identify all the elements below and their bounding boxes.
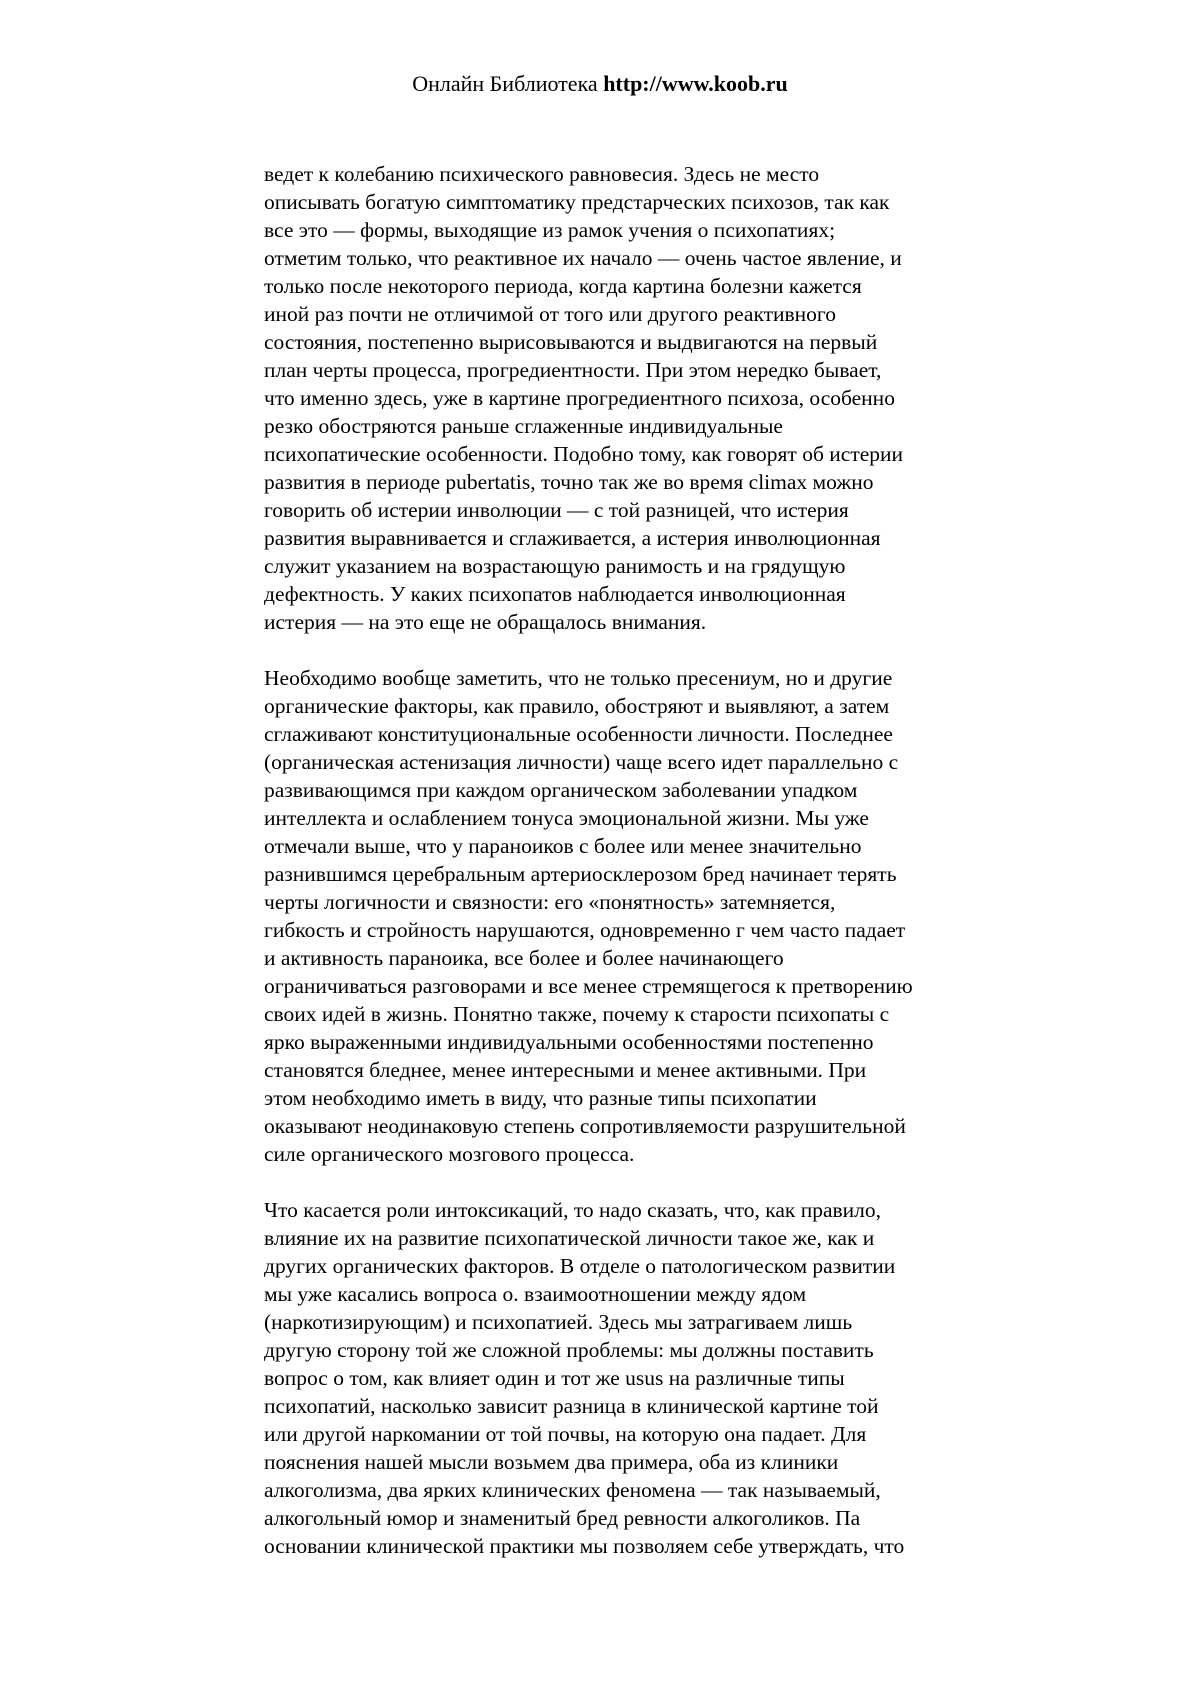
text-line: ограничиваться разговорами и все менее стремящегося к претворению bbox=[264, 974, 913, 998]
text-line: своих идей в жизнь. Понятно также, почему к старости психопаты с bbox=[264, 1002, 890, 1026]
library-name: Онлайн Библиотека bbox=[412, 71, 598, 96]
text-line: влияние их на развитие психопатической личности такое же, как и bbox=[264, 1226, 875, 1250]
library-url[interactable]: http://www.koob.ru bbox=[603, 71, 788, 96]
text-line: Необходимо вообще заметить, что не только пресениум, но и другие bbox=[264, 666, 893, 690]
text-line: план черты процесса, прогредиентности. При этом нередко бывает, bbox=[264, 358, 882, 382]
paragraph bbox=[264, 160, 1064, 636]
text-line: описывать богатую симптоматику предстарческих психозов, так как bbox=[264, 190, 890, 214]
text-line: только после некоторого периода, когда картина болезни кажется bbox=[264, 274, 862, 298]
text-line: этом необходимо иметь в виду, что разные типы психопатии bbox=[264, 1086, 817, 1110]
paragraph bbox=[264, 664, 1064, 1168]
text-line: разнившимся церебральным артериосклерозом бред начинает терять bbox=[264, 862, 897, 886]
text-line: силе органического мозгового процесса. bbox=[264, 1142, 635, 1166]
paragraph bbox=[264, 1196, 1064, 1560]
text-line: Что касается роли интоксикаций, то надо сказать, что, как правило, bbox=[264, 1198, 882, 1222]
text-line: черты логичности и связности: его «понятность» затемняется, bbox=[264, 890, 836, 914]
text-line: говорить об истерии инволюции — с той разницей, что истерия bbox=[264, 498, 849, 522]
text-line: алкогольный юмор и знаменитый бред ревности алкоголиков. Па bbox=[264, 1506, 861, 1530]
text-line: все это — формы, выходящие из рамок учения о психопатиях; bbox=[264, 218, 836, 242]
text-line: и активность параноика, все более и более начинающего bbox=[264, 946, 784, 970]
text-line: оказывают неодинаковую степень сопротивляемости разрушительной bbox=[264, 1114, 906, 1138]
text-line: интеллекта и ослаблением тонуса эмоциональной жизни. Мы уже bbox=[264, 806, 869, 830]
text-line: развития в периоде pubertatis, точно так же во время climax можно bbox=[264, 470, 874, 494]
text-line: отметим только, что реактивное их начало — очень частое явление, и bbox=[264, 246, 902, 270]
text-line: (органическая астенизация личности) чаще всего идет параллельно с bbox=[264, 750, 899, 774]
text-line: сглаживают конституциональные особенности личности. Последнее bbox=[264, 722, 893, 746]
text-line: ярко выраженными индивидуальными особенностями постепенно bbox=[264, 1030, 874, 1054]
text-line: развития выравнивается и сглаживается, а истерия инволюционная bbox=[264, 526, 881, 550]
text-line: иной раз почти не отличимой от того или другого реактивного bbox=[264, 302, 836, 326]
text-line: алкоголизма, два ярких клинических феномена — так называемый, bbox=[264, 1478, 881, 1502]
text-line: отмечали выше, что у параноиков с более или менее значительно bbox=[264, 834, 862, 858]
text-line: другую сторону той же сложной проблемы: мы должны поставить bbox=[264, 1338, 874, 1362]
text-line: основании клинической практики мы позволяем себе утверждать, что bbox=[264, 1534, 905, 1558]
text-line: психопатий, насколько зависит разница в клинической картине той bbox=[264, 1394, 879, 1418]
text-line: становятся бледнее, менее интересными и менее активными. При bbox=[264, 1058, 867, 1082]
text-line: развивающимся при каждом органическом заболевании упадком bbox=[264, 778, 858, 802]
text-line: психопатические особенности. Подобно тому, как говорят об истерии bbox=[264, 442, 904, 466]
page-header bbox=[0, 70, 1200, 98]
text-line: мы уже касались вопроса о. взаимоотношении между ядом bbox=[264, 1282, 807, 1306]
text-line: вопрос о том, как влияет один и тот же usus на различные типы bbox=[264, 1366, 845, 1390]
text-line: служит указанием на возрастающую ранимость и на грядущую bbox=[264, 554, 846, 578]
text-line: истерия — на это еще не обращалось внимания. bbox=[264, 610, 707, 634]
text-line: резко обостряются раньше сглаженные индивидуальные bbox=[264, 414, 783, 438]
text-line: органические факторы, как правило, обостряют и выявляют, а затем bbox=[264, 694, 890, 718]
text-line: пояснения нашей мысли возьмем два примера, оба из клиники bbox=[264, 1450, 839, 1474]
text-line: ведет к колебанию психического равновесия. Здесь не место bbox=[264, 162, 820, 186]
text-line: состояния, постепенно вырисовываются и выдвигаются на первый bbox=[264, 330, 878, 354]
document-body bbox=[264, 160, 1064, 1588]
text-line: гибкость и стройность нарушаются, одновременно г чем часто падает bbox=[264, 918, 906, 942]
text-line: других органических факторов. В отделе о патологическом развитии bbox=[264, 1254, 896, 1278]
text-line: или другой наркомании от той почвы, на которую она падает. Для bbox=[264, 1422, 867, 1446]
text-line: дефектность. У каких психопатов наблюдается инволюционная bbox=[264, 582, 846, 606]
text-line: что именно здесь, уже в картине прогредиентного психоза, особенно bbox=[264, 386, 895, 410]
text-line: (наркотизирующим) и психопатией. Здесь мы затрагиваем лишь bbox=[264, 1310, 853, 1334]
